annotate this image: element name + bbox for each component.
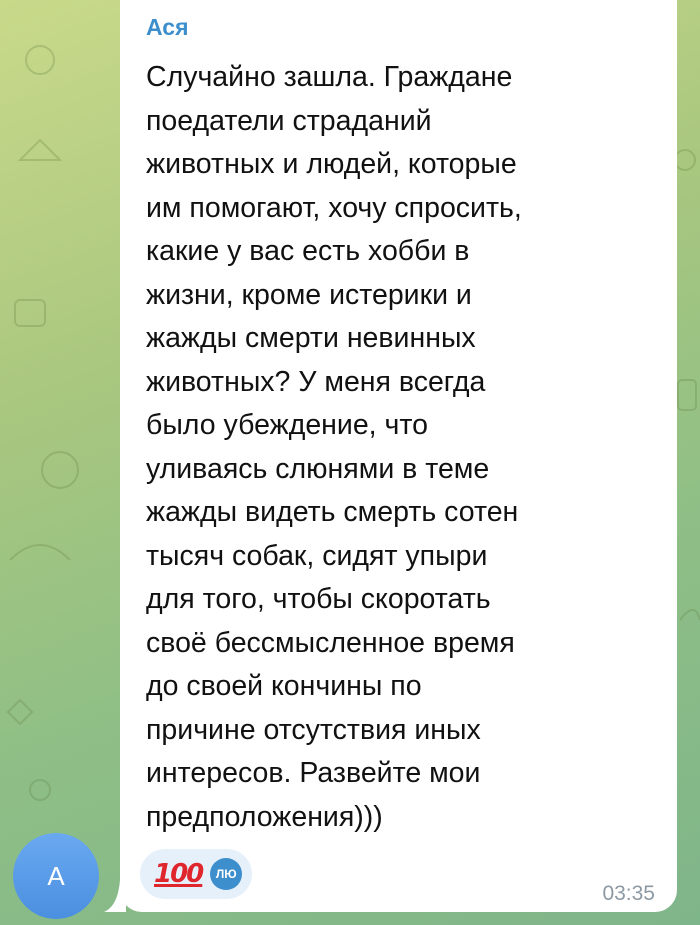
message-text: Случайно зашла. Граждане поедатели страданий животных и людей, которые им помогают, хочу спросить, какие у вас есть хобби в жизни, кроме истерики и жажды смерти невинных животных? У меня всегда было убеждение, что уливаясь слюнями в теме жажды видеть смерть сотен тысяч собак, сидят упыри для того, чтобы скоротать своё бессмысленное время до своей кончины по причине отсутствия иных интересов. Развейте мои предположения))) bbox=[146, 61, 522, 833]
reactor-avatar: ЛЮ bbox=[210, 858, 242, 890]
message-time: 03:35 bbox=[602, 882, 655, 905]
sender-avatar[interactable]: A bbox=[13, 833, 99, 919]
reaction-pill[interactable] bbox=[140, 849, 252, 899]
sender-name[interactable]: Ася bbox=[146, 14, 189, 40]
message-bubble[interactable] bbox=[120, 0, 677, 912]
hundred-points-icon: 100 bbox=[154, 859, 203, 889]
